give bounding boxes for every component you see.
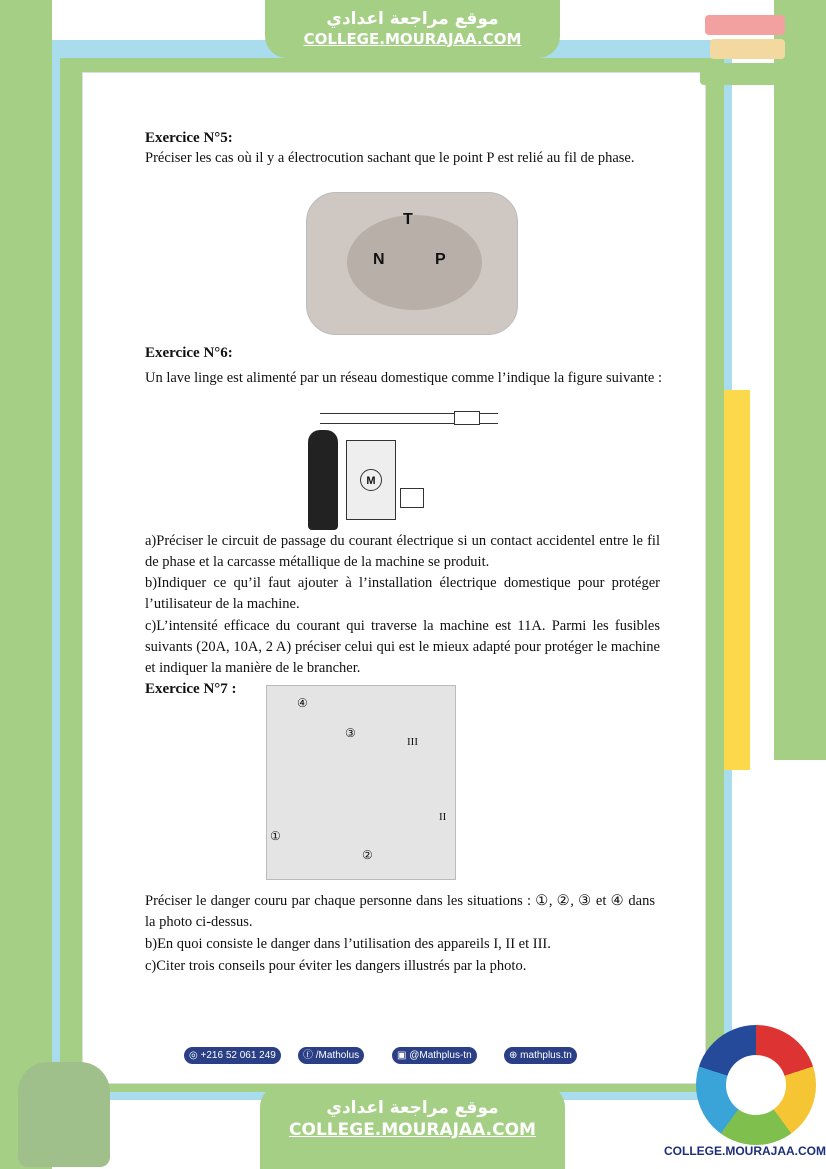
footer-arabic: موقع مراجعة اعدادي: [326, 1098, 499, 1118]
logo-caption: COLLEGE.MOURAJAA.COM: [664, 1144, 826, 1158]
globe-icon: ⊕: [509, 1050, 518, 1061]
social-facebook[interactable]: [298, 1047, 364, 1064]
ex5-text: Préciser les cas où il y a électrocution sachant que le point P est relié au fil de phase.: [145, 150, 635, 166]
header-tab: [265, 0, 560, 58]
ex6-question-c: c)L’intensité efficace du courant qui traverse la machine est 11A. Parmi les fusibles suivants (20A, 10A, 2 A) préciser celui qui est le mieux adapté pour protéger le machine et indiquer la manière de le brancher.: [145, 618, 660, 676]
fig-label-4: ④: [297, 696, 308, 710]
ex6-intro: Un lave linge est alimenté par un réseau domestique comme l’indique la figure suivante :: [145, 370, 663, 386]
ex7-title: Exercice N°7 :: [145, 681, 237, 697]
left-green-strip: [0, 0, 52, 1169]
ex5-title: Exercice N°5:: [145, 130, 233, 146]
ex6-question-a: a)Préciser le circuit de passage du courant électrique si un contact accidentel entre le fil de phase et la carcasse métallique de la machine se produit.: [145, 533, 660, 570]
ex7-question-a: Préciser le danger couru par chaque personne dans les situations : ①, ②, ③ et ④ dans la photo ci-dessus.: [145, 893, 655, 930]
fig-label-1: ①: [270, 829, 281, 843]
whatsapp-icon: ◎: [189, 1050, 198, 1061]
label-n: N: [373, 251, 385, 268]
social-whatsapp[interactable]: [184, 1047, 281, 1064]
header-site-link[interactable]: COLLEGE.MOURAJAA.COM: [303, 30, 522, 48]
social-label: +216 52 061 249: [200, 1050, 276, 1061]
books-icon: [700, 15, 795, 90]
facebook-icon: ⓕ: [303, 1050, 313, 1061]
footer-tab: [260, 1085, 565, 1169]
footer-site-link[interactable]: COLLEGE.MOURAJAA.COM: [289, 1120, 536, 1140]
ex6-question-b: b)Indiquer ce qu’il faut ajouter à l’installation électrique domestique pour protéger l’utilisateur de la machine.: [145, 575, 660, 612]
label-t: T: [403, 211, 413, 228]
ex6-title: Exercice N°6:: [145, 345, 233, 361]
youtube-icon: ▣: [397, 1050, 407, 1061]
social-label: mathplus.tn: [520, 1050, 572, 1061]
right-green-strip: [774, 0, 826, 760]
social-website[interactable]: [504, 1047, 577, 1064]
social-youtube[interactable]: [392, 1047, 477, 1064]
fig-label-3: ③: [345, 726, 356, 740]
backpack-icon: [18, 1062, 110, 1167]
site-logo: [696, 1025, 816, 1145]
right-yellow-strip: [724, 390, 750, 770]
header-arabic: موقع مراجعة اعدادي: [326, 9, 499, 29]
label-p: P: [435, 251, 446, 268]
kitchen-danger-photo: [266, 685, 456, 880]
socket-photo: [306, 192, 518, 335]
ex7-question-b: b)En quoi consiste le danger dans l’utilisation des appareils I, II et III.: [145, 936, 551, 952]
fig-label-III: III: [407, 736, 418, 748]
social-label: @Mathplus-tn: [409, 1050, 472, 1061]
ex7-question-c: c)Citer trois conseils pour éviter les dangers illustrés par la photo.: [145, 958, 527, 974]
fig-label-2: ②: [362, 848, 373, 862]
washing-machine-figure: [308, 410, 498, 528]
social-label: /Matholus: [315, 1050, 360, 1061]
fig-label-II: II: [439, 811, 447, 823]
motor-label: M: [360, 469, 382, 491]
